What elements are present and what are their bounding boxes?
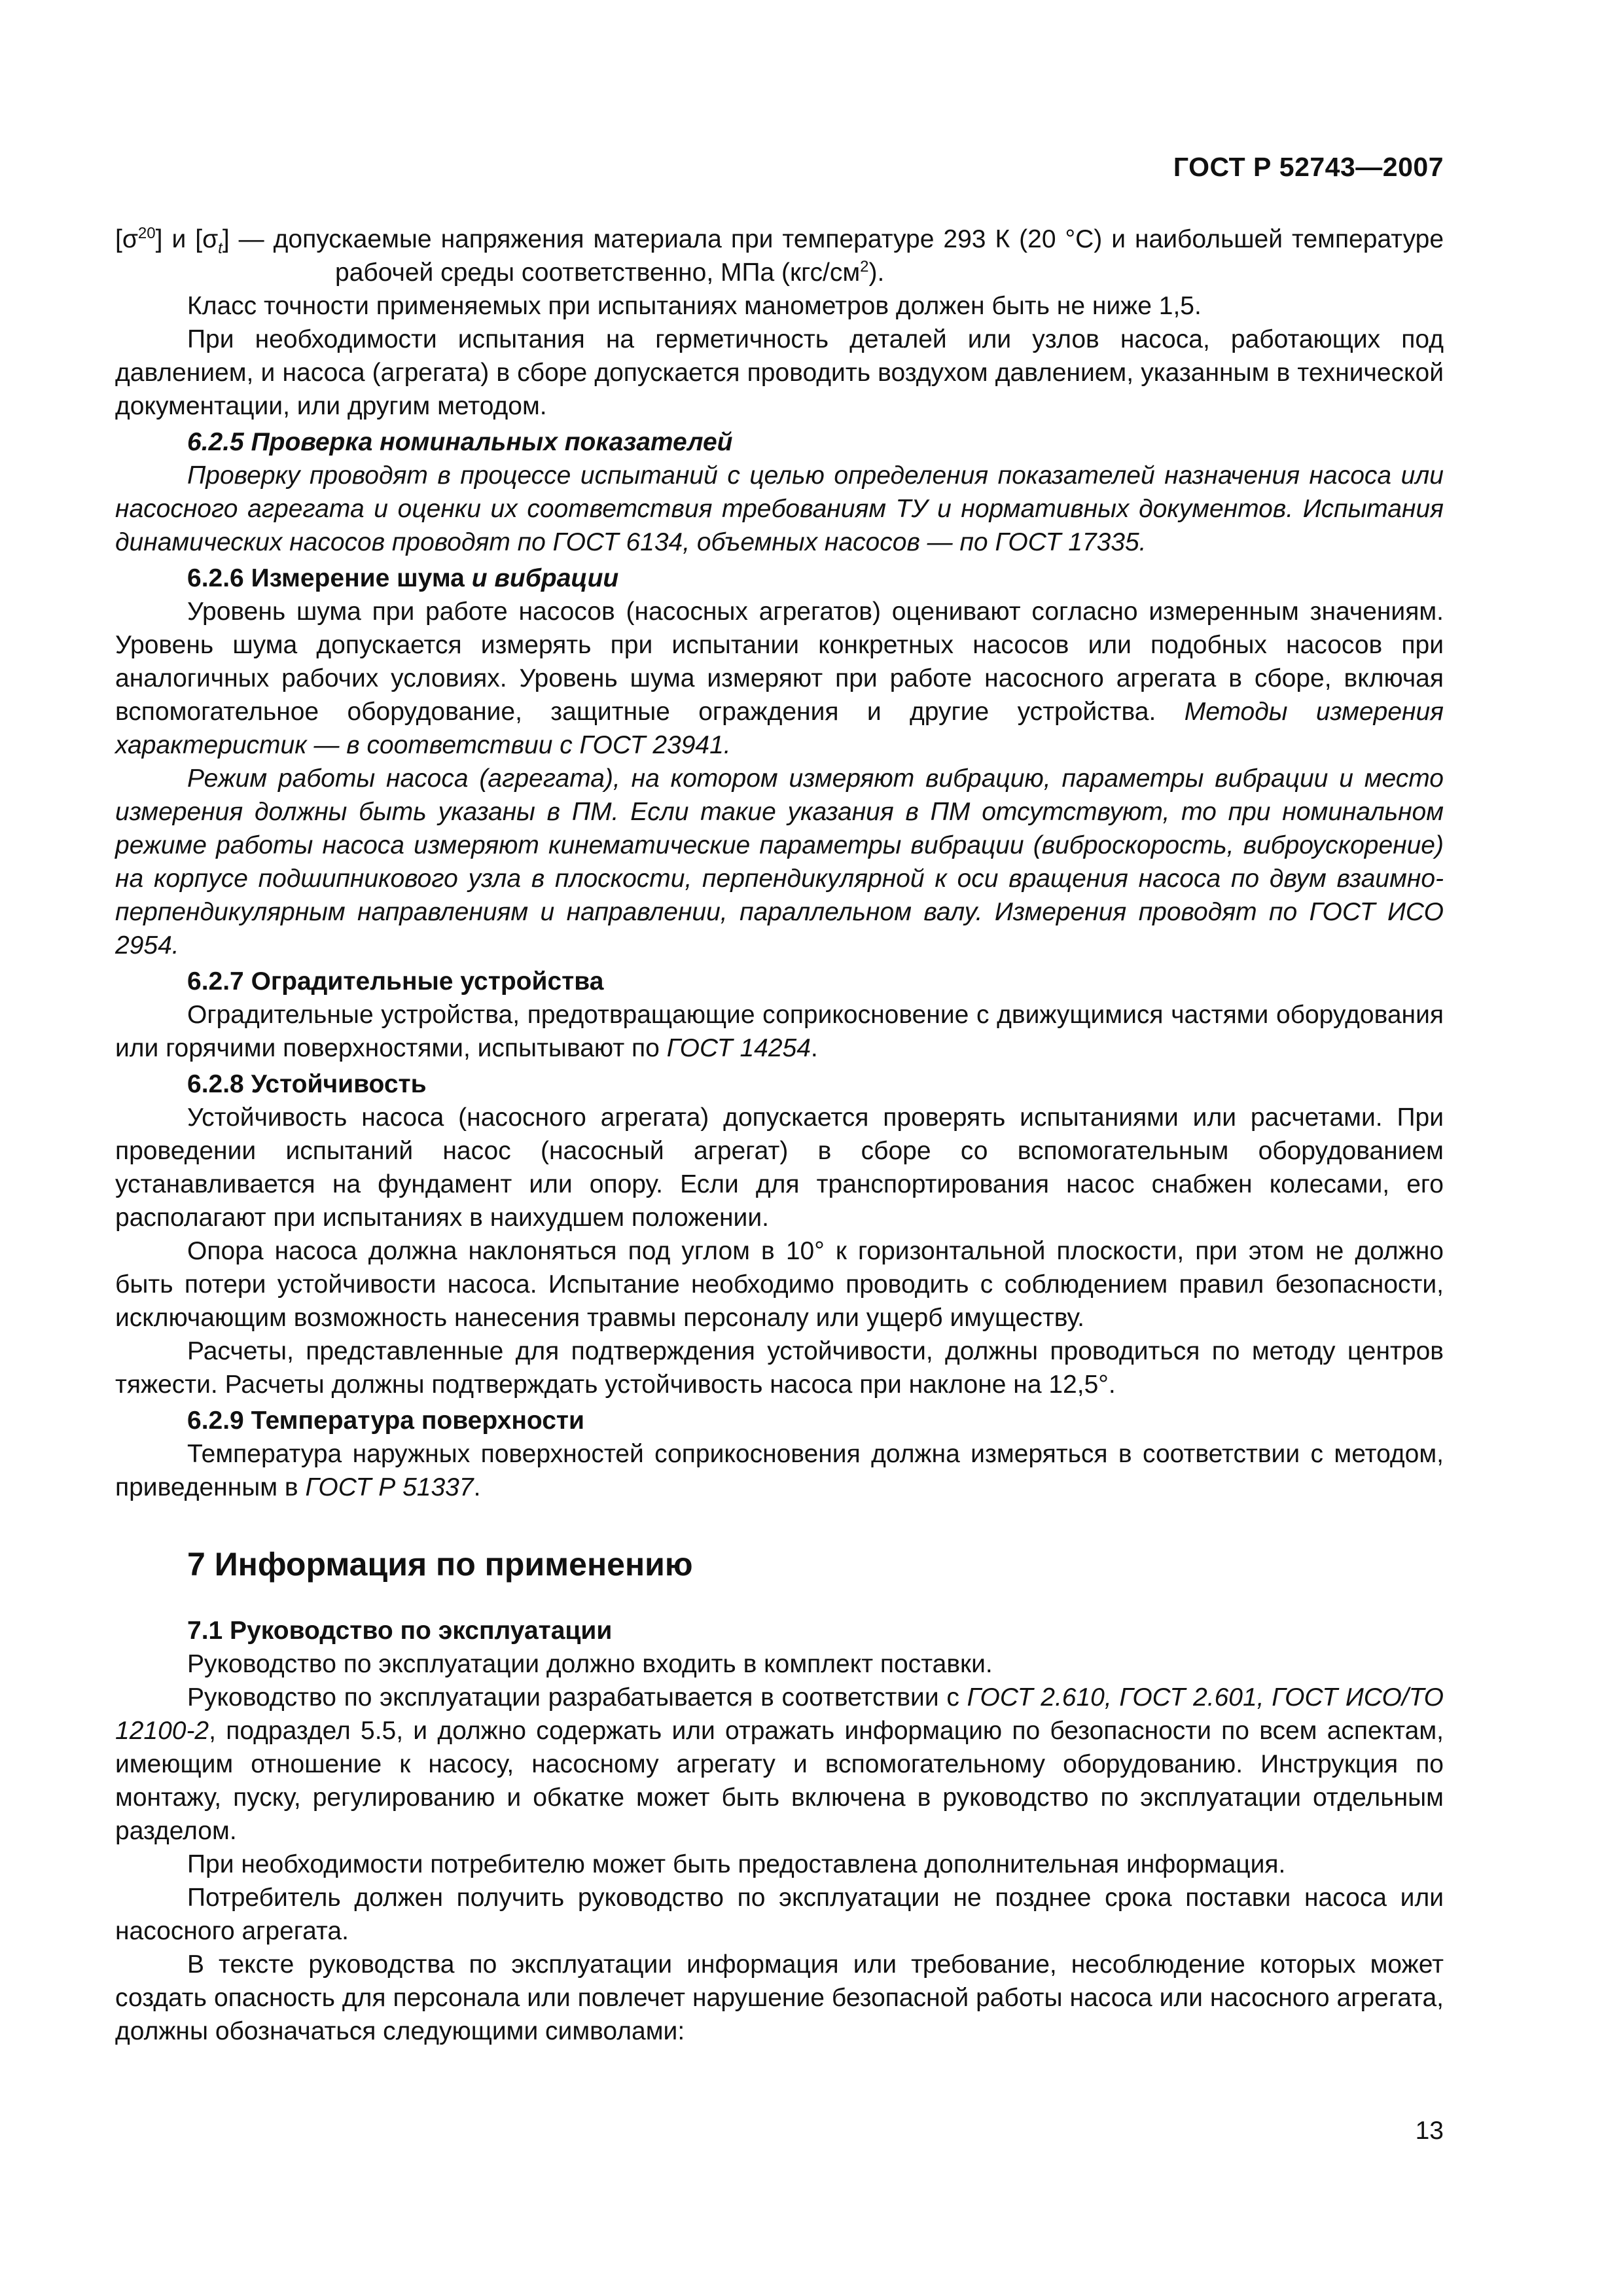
paragraph-7-1-additional-info: При необходимости потребителю может быть предоставлена дополнительная информация. (187, 1850, 1286, 1878)
stress-legend: $[\sigma^{20}]$ и $[\sigma_t]$ — допускаемые напряжения материала при температуре 293 К (20 °С) и наибольшей температуре рабочей среды соответственно, МПа $(кгс/см^2)$. (115, 224, 1444, 287)
paragraph-6-2-8-support: Опора насоса должна наклоняться под углом в 10° к горизонтальной плоскости, при этом не должно быть потери устойчивости насоса. Испытание необходимо проводить с соблюдением правил безопасности, исключающим возможность нанесения травмы персоналу или ущерб имуществу. (115, 1237, 1444, 1332)
page-number: 13 (1415, 2117, 1444, 2145)
document-body (115, 223, 1444, 2048)
paragraph-7-1-development: Руководство по эксплуатации разрабатывается в соответствии с ГОСТ 2.610, ГОСТ 2.601, ГОСТ ИСО/ТО 12100-2, подраздел 5.5, и должно содержать или отражать информацию по безопасности по всем аспектам, имеющим отношение к насосу, насосному агрегату и вспомогательному оборудованию. Инструкция по монтажу, пуску, регулированию и обкатке может быть включена в руководство по эксплуатации отдельным разделом. (115, 1683, 1444, 1845)
heading-6-2-9: 6.2.9 Температура поверхности (187, 1407, 584, 1435)
paragraph-manometer-class: Класс точности применяемых при испытаниях манометров должен быть не ниже 1,5. (187, 292, 1202, 320)
paragraph-6-2-8-calculations: Расчеты, представленные для подтверждения устойчивости, должны проводиться по методу центров тяжести. Расчеты должны подтверждать устойчивость насоса при наклоне на 12,5°. (115, 1337, 1444, 1399)
paragraph-7-1-delivery: Руководство по эксплуатации должно входить в комплект поставки. (187, 1650, 993, 1678)
section-7-title: 7 Информация по применению (187, 1546, 693, 1583)
sigma-t-symbol: $\sigma_t$ (202, 225, 223, 257)
paragraph-6-2-6-vibration: Режим работы насоса (агрегата), на котором измеряют вибрацию, параметры вибрации и место измерения должны быть указаны в ПМ. Если такие указания в ПМ отсутствуют, то при номинальном режиме работы насоса измеряют кинематические параметры вибрации (виброскорость, виброускорение) на корпусе подшипникового узла в плоскости, перпендикулярной к оси вращения насоса по двум взаимно-перпендикулярным направлениям и направлении, параллельном валу. Измерения проводят по ГОСТ ИСО 2954. (115, 764, 1444, 960)
paragraph-7-1-symbols: В тексте руководства по эксплуатации информация или требование, несоблюдение которых может создать опасность для персонала или повлечет нарушение безопасной работы насоса или насосного агрегата, должны обозначаться следующими символами: (115, 1950, 1444, 2045)
paragraph-6-2-5: Проверку проводят в процессе испытаний с целью определения показателей назначения насоса или насосного агрегата и оценки их соответствия требованиям ТУ и нормативных документов. Испытания динамических насосов проводят по ГОСТ 6134, объемных насосов — по ГОСТ 17335. (115, 461, 1444, 556)
heading-6-2-5: 6.2.5 Проверка номинальных показателей (187, 428, 733, 456)
document-id-header: ГОСТ Р 52743—2007 (1173, 152, 1444, 182)
heading-6-2-6: 6.2.6 Измерение шума и вибрации (187, 564, 619, 592)
sigma-20-symbol: $\sigma^{20}$ (122, 224, 156, 253)
heading-6-2-7: 6.2.7 Оградительные устройства (187, 967, 604, 996)
paragraph-6-2-6-noise: Уровень шума при работе насосов (насосных агрегатов) оценивают согласно измеренным значениям. Уровень шума допускается измерять при испытании конкретных насосов или подобных насосов при аналогичных рабочих условиях. Уровень шума измеряют при работе насосного агрегата в сборе, включая вспомогательное оборудование, защитные ограждения и другие устройства. Методы измерения характеристик — в соответствии с ГОСТ 23941. (115, 598, 1444, 759)
stress-legend-text: — допускаемые напряжения материала при температуре 293 К (20 °С) и наибольшей температуре рабочей среды соответственно, МПа (кгс/см (238, 225, 1444, 287)
heading-6-2-8: 6.2.8 Устойчивость (187, 1070, 427, 1098)
paragraph-7-1-receipt: Потребитель должен получить руководство по эксплуатации не позднее срока поставки насоса или насосного агрегата. (115, 1884, 1444, 1945)
paragraph-6-2-7: Оградительные устройства, предотвращающие соприкосновение с движущимися частями оборудования или горячими поверхностями, испытывают по ГОСТ 14254. (115, 1001, 1444, 1062)
section-gap (115, 1585, 1444, 1611)
paragraph-6-2-8-stability: Устойчивость насоса (насосного агрегата) допускается проверять испытаниями или расчетами. При проведении испытаний насос (насосный агрегат) в сборе со вспомогательным оборудованием устанавливается на фундамент или опору. Если для транспортирования насос снабжен колесами, его располагают при испытаниях в наихудшем положении. (115, 1103, 1444, 1232)
document-page (115, 0, 1444, 2296)
paragraph-hermetic-test: При необходимости испытания на герметичность деталей или узлов насоса, работающих под давлением, и насоса (агрегата) в сборе допускается проводить воздухом давлением, указанным в технической документации, или другим методом. (115, 325, 1444, 420)
heading-7-1: 7.1 Руководство по эксплуатации (187, 1617, 613, 1645)
paragraph-6-2-9: Температура наружных поверхностей соприкосновения должна измеряться в соответствии с методом, приведенным в ГОСТ Р 51337. (115, 1440, 1444, 1501)
